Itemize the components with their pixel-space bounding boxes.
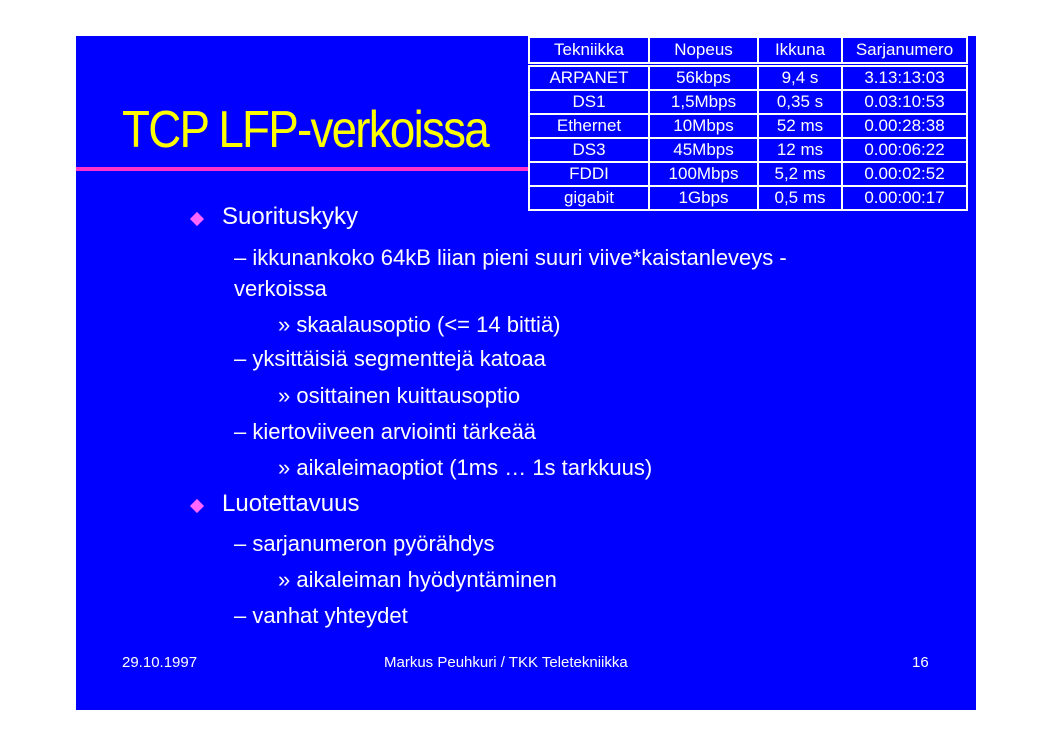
- table-cell: ARPANET: [529, 65, 649, 91]
- footer-page-number: 16: [912, 654, 929, 671]
- table-cell: Ethernet: [529, 114, 649, 138]
- header-tekniikka: Tekniikka: [529, 37, 649, 65]
- slide-body: [76, 36, 976, 710]
- sub-item: – vanhat yhteydet: [234, 603, 408, 628]
- sub-item: – yksittäisiä segmenttejä katoaa: [234, 346, 546, 371]
- table-cell: 10Mbps: [649, 114, 758, 138]
- table-cell: 0.00:00:17: [842, 186, 967, 210]
- slide-title: TCP LFP-verkoissa: [122, 101, 488, 159]
- sub-item: – ikkunankoko 64kB liian pieni suuri viive*kaistanleveys -: [234, 245, 787, 270]
- sub-sub-item: » aikaleimaoptiot (1ms … 1s tarkkuus): [278, 455, 653, 480]
- sub-sub-item: » aikaleiman hyödyntäminen: [278, 567, 557, 592]
- header-nopeus: Nopeus: [649, 37, 758, 65]
- bullet-diamond-icon: [190, 212, 204, 226]
- table-cell: 100Mbps: [649, 162, 758, 186]
- sub-item: – sarjanumeron pyörähdys: [234, 531, 495, 556]
- table-cell: 9,4 s: [758, 65, 842, 91]
- bullet-suorituskyky: Suorituskyky: [222, 203, 359, 230]
- table-cell: 0,35 s: [758, 90, 842, 114]
- table-cell: 0.00:02:52: [842, 162, 967, 186]
- sub-item-continuation: verkoissa: [234, 276, 327, 301]
- table-cell: 52 ms: [758, 114, 842, 138]
- table-cell: DS1: [529, 90, 649, 114]
- footer-date: 29.10.1997: [122, 654, 198, 671]
- table-cell: 3.13:13:03: [842, 65, 967, 91]
- footer-author: Markus Peuhkuri / TKK Teletekniikka: [384, 654, 628, 671]
- table-cell: 56kbps: [649, 65, 758, 91]
- header-sarjanumero: Sarjanumero: [842, 37, 967, 65]
- table-cell: 5,2 ms: [758, 162, 842, 186]
- table-cell: 0.00:28:38: [842, 114, 967, 138]
- table-cell: 0.00:06:22: [842, 138, 967, 162]
- table-cell: 0.03:10:53: [842, 90, 967, 114]
- slide: [76, 36, 976, 710]
- table-cell: DS3: [529, 138, 649, 162]
- sub-item: – kiertoviiveen arviointi tärkeää: [234, 419, 537, 444]
- table-cell: FDDI: [529, 162, 649, 186]
- header-ikkuna: Ikkuna: [758, 37, 842, 65]
- table-cell: 1Gbps: [649, 186, 758, 210]
- table-cell: 1,5Mbps: [649, 90, 758, 114]
- sub-sub-item: » osittainen kuittausoptio: [278, 383, 521, 408]
- bullet-diamond-icon: [190, 499, 204, 513]
- table-cell: 45Mbps: [649, 138, 758, 162]
- table-cell: 0,5 ms: [758, 186, 842, 210]
- sub-sub-item: » skaalausoptio (<= 14 bittiä): [278, 312, 561, 337]
- table-cell: 12 ms: [758, 138, 842, 162]
- table-cell: gigabit: [529, 186, 649, 210]
- bullet-luotettavuus: Luotettavuus: [222, 490, 360, 517]
